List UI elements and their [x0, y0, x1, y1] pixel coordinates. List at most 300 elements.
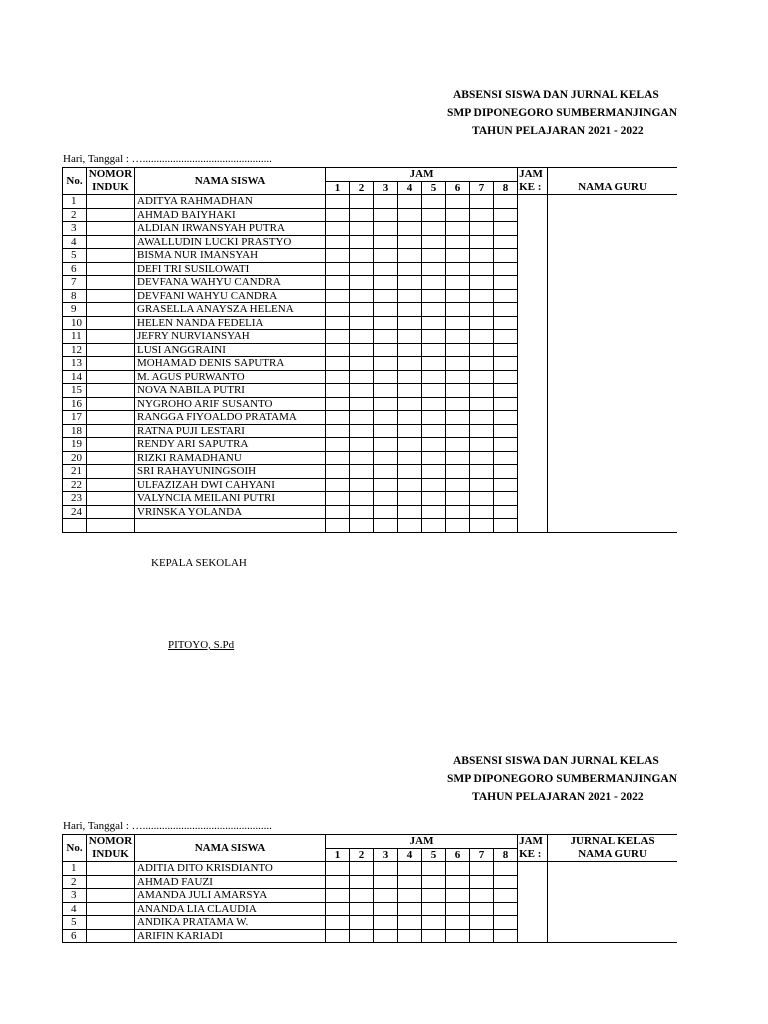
nomor-induk-cell[interactable] — [87, 316, 135, 330]
jam-8-cell[interactable] — [494, 478, 518, 492]
nomor-induk-cell[interactable] — [87, 235, 135, 249]
jam-3-cell[interactable] — [374, 519, 398, 533]
jam-5-cell[interactable] — [422, 195, 446, 209]
jam-7-cell[interactable] — [470, 902, 494, 916]
nama-guru-cell[interactable] — [548, 249, 678, 263]
jam-ke-cell[interactable] — [518, 343, 548, 357]
jam-5-cell[interactable] — [422, 424, 446, 438]
jam-1-cell[interactable] — [326, 505, 350, 519]
nama-guru-cell[interactable] — [548, 424, 678, 438]
jam-7-cell[interactable] — [470, 451, 494, 465]
nama-guru-cell[interactable] — [548, 330, 678, 344]
jam-6-cell[interactable] — [446, 235, 470, 249]
jam-6-cell[interactable] — [446, 929, 470, 943]
jam-1-cell[interactable] — [326, 929, 350, 943]
nomor-induk-cell[interactable] — [87, 208, 135, 222]
jam-6-cell[interactable] — [446, 411, 470, 425]
jam-2-cell[interactable] — [350, 492, 374, 506]
nomor-induk-cell[interactable] — [87, 384, 135, 398]
jam-7-cell[interactable] — [470, 330, 494, 344]
jam-4-cell[interactable] — [398, 862, 422, 876]
nama-guru-cell[interactable] — [548, 519, 678, 533]
jam-1-cell[interactable] — [326, 465, 350, 479]
jam-4-cell[interactable] — [398, 397, 422, 411]
jam-3-cell[interactable] — [374, 235, 398, 249]
jam-ke-cell[interactable] — [518, 303, 548, 317]
jam-4-cell[interactable] — [398, 208, 422, 222]
jam-1-cell[interactable] — [326, 235, 350, 249]
jam-1-cell[interactable] — [326, 862, 350, 876]
nomor-induk-cell[interactable] — [87, 438, 135, 452]
jam-3-cell[interactable] — [374, 262, 398, 276]
jam-6-cell[interactable] — [446, 916, 470, 930]
jam-6-cell[interactable] — [446, 451, 470, 465]
jam-ke-cell[interactable] — [518, 249, 548, 263]
jam-8-cell[interactable] — [494, 262, 518, 276]
jam-7-cell[interactable] — [470, 384, 494, 398]
jam-5-cell[interactable] — [422, 875, 446, 889]
jam-6-cell[interactable] — [446, 397, 470, 411]
jam-7-cell[interactable] — [470, 505, 494, 519]
jam-1-cell[interactable] — [326, 370, 350, 384]
nomor-induk-cell[interactable] — [87, 289, 135, 303]
jam-ke-cell[interactable] — [518, 451, 548, 465]
jam-3-cell[interactable] — [374, 276, 398, 290]
jam-3-cell[interactable] — [374, 451, 398, 465]
nama-guru-cell[interactable] — [548, 889, 678, 903]
jam-2-cell[interactable] — [350, 370, 374, 384]
jam-7-cell[interactable] — [470, 492, 494, 506]
jam-8-cell[interactable] — [494, 519, 518, 533]
jam-8-cell[interactable] — [494, 438, 518, 452]
jam-5-cell[interactable] — [422, 235, 446, 249]
jam-7-cell[interactable] — [470, 465, 494, 479]
jam-2-cell[interactable] — [350, 916, 374, 930]
jam-1-cell[interactable] — [326, 303, 350, 317]
nomor-induk-cell[interactable] — [87, 478, 135, 492]
jam-4-cell[interactable] — [398, 249, 422, 263]
jam-1-cell[interactable] — [326, 384, 350, 398]
nama-guru-cell[interactable] — [548, 929, 678, 943]
jam-2-cell[interactable] — [350, 195, 374, 209]
jam-5-cell[interactable] — [422, 384, 446, 398]
nomor-induk-cell[interactable] — [87, 303, 135, 317]
jam-5-cell[interactable] — [422, 411, 446, 425]
jam-2-cell[interactable] — [350, 438, 374, 452]
jam-5-cell[interactable] — [422, 316, 446, 330]
jam-5-cell[interactable] — [422, 492, 446, 506]
jam-4-cell[interactable] — [398, 384, 422, 398]
jam-6-cell[interactable] — [446, 889, 470, 903]
jam-4-cell[interactable] — [398, 235, 422, 249]
jam-8-cell[interactable] — [494, 357, 518, 371]
nama-guru-cell[interactable] — [548, 303, 678, 317]
jam-8-cell[interactable] — [494, 492, 518, 506]
jam-3-cell[interactable] — [374, 862, 398, 876]
jam-8-cell[interactable] — [494, 384, 518, 398]
jam-2-cell[interactable] — [350, 451, 374, 465]
nama-guru-cell[interactable] — [548, 438, 678, 452]
nomor-induk-cell[interactable] — [87, 330, 135, 344]
jam-3-cell[interactable] — [374, 330, 398, 344]
nomor-induk-cell[interactable] — [87, 424, 135, 438]
jam-8-cell[interactable] — [494, 889, 518, 903]
jam-4-cell[interactable] — [398, 262, 422, 276]
jam-5-cell[interactable] — [422, 249, 446, 263]
nama-guru-cell[interactable] — [548, 916, 678, 930]
jam-3-cell[interactable] — [374, 316, 398, 330]
jam-2-cell[interactable] — [350, 505, 374, 519]
jam-1-cell[interactable] — [326, 397, 350, 411]
jam-2-cell[interactable] — [350, 357, 374, 371]
jam-8-cell[interactable] — [494, 370, 518, 384]
nama-guru-cell[interactable] — [548, 478, 678, 492]
jam-4-cell[interactable] — [398, 519, 422, 533]
jam-8-cell[interactable] — [494, 249, 518, 263]
nomor-induk-cell[interactable] — [87, 276, 135, 290]
jam-8-cell[interactable] — [494, 316, 518, 330]
jam-2-cell[interactable] — [350, 411, 374, 425]
jam-1-cell[interactable] — [326, 411, 350, 425]
jam-2-cell[interactable] — [350, 519, 374, 533]
nomor-induk-cell[interactable] — [87, 343, 135, 357]
jam-2-cell[interactable] — [350, 222, 374, 236]
jam-8-cell[interactable] — [494, 397, 518, 411]
jam-1-cell[interactable] — [326, 343, 350, 357]
nama-guru-cell[interactable] — [548, 276, 678, 290]
jam-3-cell[interactable] — [374, 424, 398, 438]
jam-1-cell[interactable] — [326, 424, 350, 438]
jam-6-cell[interactable] — [446, 505, 470, 519]
jam-7-cell[interactable] — [470, 875, 494, 889]
jam-6-cell[interactable] — [446, 384, 470, 398]
jam-8-cell[interactable] — [494, 411, 518, 425]
jam-5-cell[interactable] — [422, 465, 446, 479]
jam-3-cell[interactable] — [374, 438, 398, 452]
jam-6-cell[interactable] — [446, 492, 470, 506]
jam-2-cell[interactable] — [350, 862, 374, 876]
jam-1-cell[interactable] — [326, 478, 350, 492]
jam-6-cell[interactable] — [446, 262, 470, 276]
jam-3-cell[interactable] — [374, 222, 398, 236]
jam-6-cell[interactable] — [446, 289, 470, 303]
jam-7-cell[interactable] — [470, 235, 494, 249]
nomor-induk-cell[interactable] — [87, 519, 135, 533]
jam-6-cell[interactable] — [446, 316, 470, 330]
jam-5-cell[interactable] — [422, 929, 446, 943]
jam-ke-cell[interactable] — [518, 519, 548, 533]
jam-ke-cell[interactable] — [518, 465, 548, 479]
nama-guru-cell[interactable] — [548, 465, 678, 479]
jam-6-cell[interactable] — [446, 465, 470, 479]
jam-3-cell[interactable] — [374, 889, 398, 903]
jam-1-cell[interactable] — [326, 438, 350, 452]
jam-7-cell[interactable] — [470, 862, 494, 876]
jam-1-cell[interactable] — [326, 519, 350, 533]
nomor-induk-cell[interactable] — [87, 889, 135, 903]
jam-ke-cell[interactable] — [518, 916, 548, 930]
nama-guru-cell[interactable] — [548, 902, 678, 916]
jam-2-cell[interactable] — [350, 330, 374, 344]
jam-1-cell[interactable] — [326, 276, 350, 290]
jam-8-cell[interactable] — [494, 343, 518, 357]
jam-7-cell[interactable] — [470, 262, 494, 276]
jam-8-cell[interactable] — [494, 208, 518, 222]
jam-5-cell[interactable] — [422, 505, 446, 519]
jam-1-cell[interactable] — [326, 357, 350, 371]
jam-7-cell[interactable] — [470, 357, 494, 371]
jam-4-cell[interactable] — [398, 276, 422, 290]
jam-4-cell[interactable] — [398, 505, 422, 519]
jam-3-cell[interactable] — [374, 478, 398, 492]
jam-2-cell[interactable] — [350, 929, 374, 943]
jam-5-cell[interactable] — [422, 902, 446, 916]
jam-4-cell[interactable] — [398, 370, 422, 384]
jam-ke-cell[interactable] — [518, 276, 548, 290]
jam-2-cell[interactable] — [350, 343, 374, 357]
jam-5-cell[interactable] — [422, 208, 446, 222]
jam-3-cell[interactable] — [374, 902, 398, 916]
nama-guru-cell[interactable] — [548, 370, 678, 384]
nomor-induk-cell[interactable] — [87, 370, 135, 384]
nomor-induk-cell[interactable] — [87, 222, 135, 236]
jam-3-cell[interactable] — [374, 875, 398, 889]
jam-3-cell[interactable] — [374, 411, 398, 425]
jam-3-cell[interactable] — [374, 357, 398, 371]
jam-4-cell[interactable] — [398, 411, 422, 425]
nomor-induk-cell[interactable] — [87, 249, 135, 263]
jam-ke-cell[interactable] — [518, 222, 548, 236]
jam-7-cell[interactable] — [470, 276, 494, 290]
jam-4-cell[interactable] — [398, 303, 422, 317]
jam-4-cell[interactable] — [398, 492, 422, 506]
jam-2-cell[interactable] — [350, 276, 374, 290]
nama-guru-cell[interactable] — [548, 195, 678, 209]
jam-ke-cell[interactable] — [518, 478, 548, 492]
jam-1-cell[interactable] — [326, 316, 350, 330]
jam-3-cell[interactable] — [374, 343, 398, 357]
jam-5-cell[interactable] — [422, 889, 446, 903]
jam-6-cell[interactable] — [446, 370, 470, 384]
jam-5-cell[interactable] — [422, 478, 446, 492]
jam-ke-cell[interactable] — [518, 492, 548, 506]
jam-5-cell[interactable] — [422, 262, 446, 276]
jam-ke-cell[interactable] — [518, 438, 548, 452]
jam-5-cell[interactable] — [422, 519, 446, 533]
jam-7-cell[interactable] — [470, 916, 494, 930]
jam-7-cell[interactable] — [470, 397, 494, 411]
jam-8-cell[interactable] — [494, 929, 518, 943]
jam-6-cell[interactable] — [446, 478, 470, 492]
jam-2-cell[interactable] — [350, 208, 374, 222]
jam-ke-cell[interactable] — [518, 357, 548, 371]
jam-7-cell[interactable] — [470, 289, 494, 303]
jam-ke-cell[interactable] — [518, 929, 548, 943]
jam-6-cell[interactable] — [446, 249, 470, 263]
jam-6-cell[interactable] — [446, 875, 470, 889]
nomor-induk-cell[interactable] — [87, 262, 135, 276]
jam-3-cell[interactable] — [374, 303, 398, 317]
jam-8-cell[interactable] — [494, 875, 518, 889]
nama-guru-cell[interactable] — [548, 316, 678, 330]
jam-5-cell[interactable] — [422, 397, 446, 411]
jam-7-cell[interactable] — [470, 411, 494, 425]
jam-2-cell[interactable] — [350, 249, 374, 263]
jam-1-cell[interactable] — [326, 916, 350, 930]
jam-6-cell[interactable] — [446, 343, 470, 357]
nama-guru-cell[interactable] — [548, 343, 678, 357]
nama-guru-cell[interactable] — [548, 262, 678, 276]
jam-2-cell[interactable] — [350, 316, 374, 330]
nama-guru-cell[interactable] — [548, 505, 678, 519]
jam-2-cell[interactable] — [350, 424, 374, 438]
jam-2-cell[interactable] — [350, 465, 374, 479]
jam-6-cell[interactable] — [446, 438, 470, 452]
jam-6-cell[interactable] — [446, 357, 470, 371]
jam-2-cell[interactable] — [350, 289, 374, 303]
jam-7-cell[interactable] — [470, 929, 494, 943]
nama-guru-cell[interactable] — [548, 451, 678, 465]
jam-5-cell[interactable] — [422, 862, 446, 876]
jam-ke-cell[interactable] — [518, 289, 548, 303]
jam-4-cell[interactable] — [398, 316, 422, 330]
jam-7-cell[interactable] — [470, 316, 494, 330]
jam-4-cell[interactable] — [398, 424, 422, 438]
jam-8-cell[interactable] — [494, 916, 518, 930]
jam-ke-cell[interactable] — [518, 902, 548, 916]
jam-5-cell[interactable] — [422, 370, 446, 384]
jam-2-cell[interactable] — [350, 384, 374, 398]
jam-7-cell[interactable] — [470, 889, 494, 903]
jam-2-cell[interactable] — [350, 889, 374, 903]
jam-1-cell[interactable] — [326, 262, 350, 276]
jam-8-cell[interactable] — [494, 195, 518, 209]
jam-6-cell[interactable] — [446, 195, 470, 209]
jam-1-cell[interactable] — [326, 902, 350, 916]
jam-3-cell[interactable] — [374, 465, 398, 479]
jam-4-cell[interactable] — [398, 222, 422, 236]
jam-3-cell[interactable] — [374, 208, 398, 222]
jam-6-cell[interactable] — [446, 303, 470, 317]
nomor-induk-cell[interactable] — [87, 492, 135, 506]
jam-6-cell[interactable] — [446, 902, 470, 916]
jam-1-cell[interactable] — [326, 249, 350, 263]
jam-3-cell[interactable] — [374, 929, 398, 943]
jam-3-cell[interactable] — [374, 249, 398, 263]
jam-8-cell[interactable] — [494, 465, 518, 479]
jam-3-cell[interactable] — [374, 384, 398, 398]
jam-4-cell[interactable] — [398, 465, 422, 479]
jam-ke-cell[interactable] — [518, 505, 548, 519]
jam-4-cell[interactable] — [398, 875, 422, 889]
jam-6-cell[interactable] — [446, 424, 470, 438]
jam-3-cell[interactable] — [374, 492, 398, 506]
jam-ke-cell[interactable] — [518, 316, 548, 330]
jam-5-cell[interactable] — [422, 289, 446, 303]
jam-ke-cell[interactable] — [518, 330, 548, 344]
jam-3-cell[interactable] — [374, 397, 398, 411]
nomor-induk-cell[interactable] — [87, 195, 135, 209]
nama-guru-cell[interactable] — [548, 397, 678, 411]
jam-3-cell[interactable] — [374, 916, 398, 930]
jam-ke-cell[interactable] — [518, 208, 548, 222]
jam-2-cell[interactable] — [350, 902, 374, 916]
jam-3-cell[interactable] — [374, 370, 398, 384]
jam-5-cell[interactable] — [422, 303, 446, 317]
nomor-induk-cell[interactable] — [87, 862, 135, 876]
jam-2-cell[interactable] — [350, 262, 374, 276]
jam-5-cell[interactable] — [422, 330, 446, 344]
jam-1-cell[interactable] — [326, 875, 350, 889]
jam-ke-cell[interactable] — [518, 411, 548, 425]
jam-4-cell[interactable] — [398, 330, 422, 344]
jam-5-cell[interactable] — [422, 276, 446, 290]
jam-5-cell[interactable] — [422, 343, 446, 357]
nama-guru-cell[interactable] — [548, 411, 678, 425]
nama-guru-cell[interactable] — [548, 862, 678, 876]
jam-4-cell[interactable] — [398, 889, 422, 903]
nomor-induk-cell[interactable] — [87, 916, 135, 930]
nama-guru-cell[interactable] — [548, 289, 678, 303]
jam-7-cell[interactable] — [470, 195, 494, 209]
jam-8-cell[interactable] — [494, 902, 518, 916]
nama-guru-cell[interactable] — [548, 384, 678, 398]
jam-4-cell[interactable] — [398, 195, 422, 209]
nama-guru-cell[interactable] — [548, 492, 678, 506]
jam-5-cell[interactable] — [422, 222, 446, 236]
jam-2-cell[interactable] — [350, 235, 374, 249]
jam-ke-cell[interactable] — [518, 384, 548, 398]
jam-4-cell[interactable] — [398, 289, 422, 303]
jam-ke-cell[interactable] — [518, 889, 548, 903]
jam-6-cell[interactable] — [446, 222, 470, 236]
nomor-induk-cell[interactable] — [87, 397, 135, 411]
jam-5-cell[interactable] — [422, 357, 446, 371]
jam-5-cell[interactable] — [422, 451, 446, 465]
jam-2-cell[interactable] — [350, 303, 374, 317]
jam-4-cell[interactable] — [398, 902, 422, 916]
jam-7-cell[interactable] — [470, 438, 494, 452]
nomor-induk-cell[interactable] — [87, 465, 135, 479]
jam-8-cell[interactable] — [494, 289, 518, 303]
jam-8-cell[interactable] — [494, 235, 518, 249]
nomor-induk-cell[interactable] — [87, 411, 135, 425]
nama-guru-cell[interactable] — [548, 357, 678, 371]
jam-ke-cell[interactable] — [518, 397, 548, 411]
nomor-induk-cell[interactable] — [87, 902, 135, 916]
nomor-induk-cell[interactable] — [87, 929, 135, 943]
jam-3-cell[interactable] — [374, 505, 398, 519]
jam-8-cell[interactable] — [494, 505, 518, 519]
jam-4-cell[interactable] — [398, 451, 422, 465]
jam-1-cell[interactable] — [326, 330, 350, 344]
jam-7-cell[interactable] — [470, 519, 494, 533]
jam-5-cell[interactable] — [422, 438, 446, 452]
jam-8-cell[interactable] — [494, 276, 518, 290]
jam-8-cell[interactable] — [494, 424, 518, 438]
nama-guru-cell[interactable] — [548, 222, 678, 236]
jam-6-cell[interactable] — [446, 330, 470, 344]
jam-ke-cell[interactable] — [518, 424, 548, 438]
nama-guru-cell[interactable] — [548, 875, 678, 889]
jam-1-cell[interactable] — [326, 889, 350, 903]
jam-7-cell[interactable] — [470, 208, 494, 222]
jam-4-cell[interactable] — [398, 438, 422, 452]
jam-8-cell[interactable] — [494, 451, 518, 465]
jam-1-cell[interactable] — [326, 208, 350, 222]
jam-7-cell[interactable] — [470, 343, 494, 357]
jam-7-cell[interactable] — [470, 478, 494, 492]
